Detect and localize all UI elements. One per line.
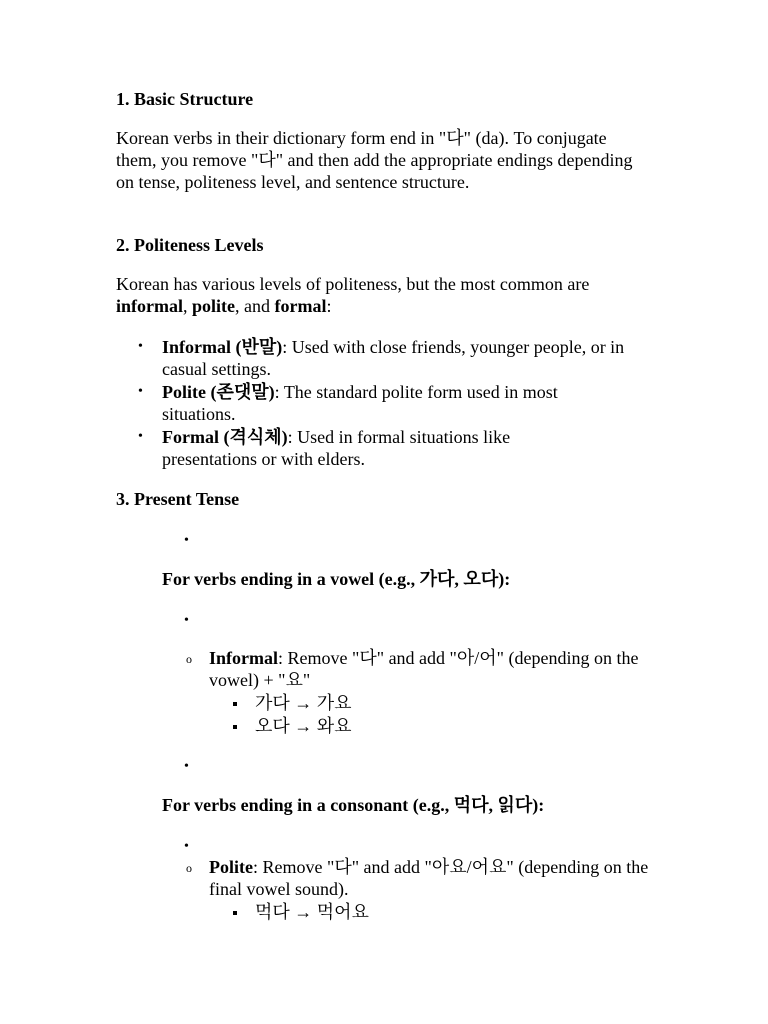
basic-structure-paragraph: Korean verbs in their dictionary form end in "다" (da). To conjugate them, you remove "다" and then add the appropriate endings depending on tense, politeness level, and sentence structure. <box>116 128 633 192</box>
politeness-item-polite: Polite (존댓말): The standard polite form used in most situations. <box>162 382 558 424</box>
consonant-verbs-heading: For verbs ending in a consonant (e.g., 먹다, 읽다): <box>162 795 545 815</box>
section-heading-present-tense: 3. Present Tense <box>116 489 240 509</box>
bullet-icon: • <box>184 533 189 548</box>
circle-bullet-icon: o <box>186 861 192 875</box>
square-bullet-icon <box>233 911 237 915</box>
vowel-verbs-heading: For verbs ending in a vowel (e.g., 가다, 오다): <box>162 569 511 589</box>
section-heading-politeness-levels: 2. Politeness Levels <box>116 235 264 255</box>
politeness-item-formal: Formal (격식체): Used in formal situations like presentations or with elders. <box>162 427 511 469</box>
informal-rule: Informal: Remove "다" and add "아/어" (depending on the vowel) + "요" <box>209 648 639 690</box>
square-bullet-icon <box>233 725 237 729</box>
example-meok-da: 먹다 → 먹어요 <box>255 902 369 922</box>
bullet-icon: • <box>184 613 189 628</box>
bullet-icon: • <box>138 384 143 399</box>
bullet-icon: • <box>184 839 189 854</box>
circle-bullet-icon: o <box>186 652 192 666</box>
example-o-da: 오다 → 와요 <box>255 716 352 736</box>
politeness-item-informal: Informal (반말): Used with close friends, younger people, or in casual settings. <box>162 337 625 379</box>
square-bullet-icon <box>233 702 237 706</box>
polite-rule: Polite: Remove "다" and add "아요/어요" (depending on the final vowel sound). <box>209 857 649 899</box>
section-heading-basic-structure: 1. Basic Structure <box>116 89 254 109</box>
bullet-icon: • <box>184 759 189 774</box>
bullet-icon: • <box>138 339 143 354</box>
politeness-intro-paragraph: Korean has various levels of politeness, but the most common are informal, polite, and formal: <box>116 274 590 316</box>
bullet-icon: • <box>138 429 143 444</box>
example-ga-da: 가다 → 가요 <box>255 693 352 713</box>
